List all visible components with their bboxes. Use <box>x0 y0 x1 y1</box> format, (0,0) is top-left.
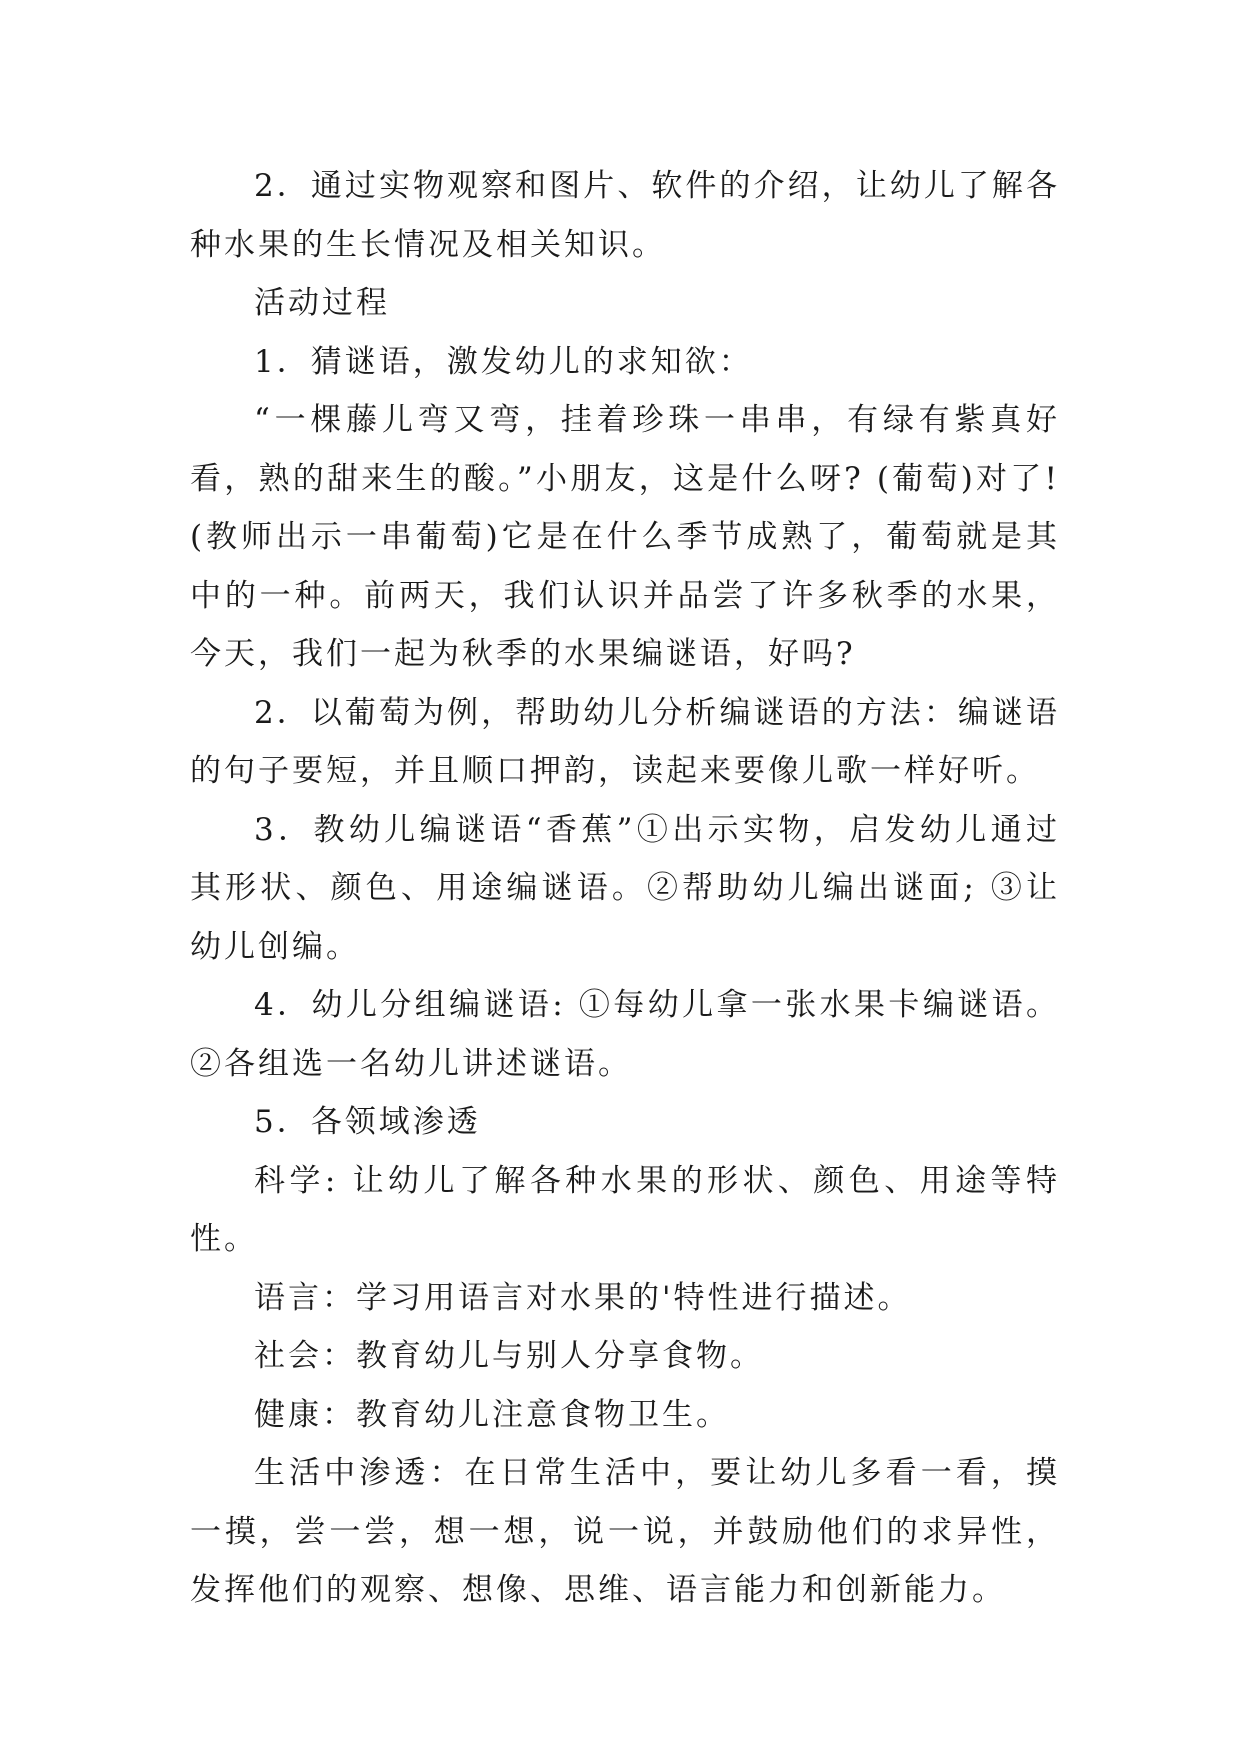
paragraph-step-1: 1．猜谜语，激发幼儿的求知欲： <box>254 343 753 380</box>
paragraph-language: 语言：学习用语言对水果的'特性进行描述。 <box>254 1279 912 1316</box>
paragraph-step-3: 3．教幼儿编谜语“香蕉”①出示实物，启发幼儿通过其形状、颜色、用途编谜语。②帮助幼儿编出谜面; ③让幼儿创编。 <box>190 811 1060 965</box>
paragraph-riddle-grape: “一棵藤儿弯又弯，挂着珍珠一串串，有绿有紫真好看，熟的甜来生的酸。”小朋友，这是什么呀? (葡萄)对了! (教师出示一串葡萄)它是在什么季节成熟了，葡萄就是其中的一种。前两天，我们认识并品尝了许多秋季的水果，今天，我们一起为秋季的水果编谜语，好吗? <box>190 402 1060 672</box>
paragraph-step-2: 2．以葡萄为例，帮助幼儿分析编谜语的方法：编谜语的句子要短，并且顺口押韵，读起来要像儿歌一样好听。 <box>190 694 1060 789</box>
paragraph-step-4: 4．幼儿分组编谜语: ①每幼儿拿一张水果卡编谜语。②各组选一名幼儿讲述谜语。 <box>190 987 1060 1082</box>
paragraph-science: 科学: 让幼儿了解各种水果的形状、颜色、用途等特性。 <box>190 1162 1060 1257</box>
paragraph-health: 健康：教育幼儿注意食物卫生。 <box>254 1396 730 1433</box>
paragraph-objective-2: 2．通过实物观察和图片、软件的介绍，让幼儿了解各种水果的生长情况及相关知识。 <box>190 168 1060 263</box>
heading-activity-process: 活动过程 <box>254 285 390 321</box>
paragraph-step-5: 5．各领域渗透 <box>254 1104 481 1140</box>
paragraph-society: 社会：教育幼儿与别人分享食物。 <box>254 1338 764 1374</box>
paragraph-daily-life: 生活中渗透：在日常生活中，要让幼儿多看一看，摸一摸，尝一尝，想一想，说一说，并鼓励他们的求异性，发挥他们的观察、想像、思维、语言能力和创新能力。 <box>190 1455 1060 1608</box>
document-body <box>190 157 1060 1620</box>
